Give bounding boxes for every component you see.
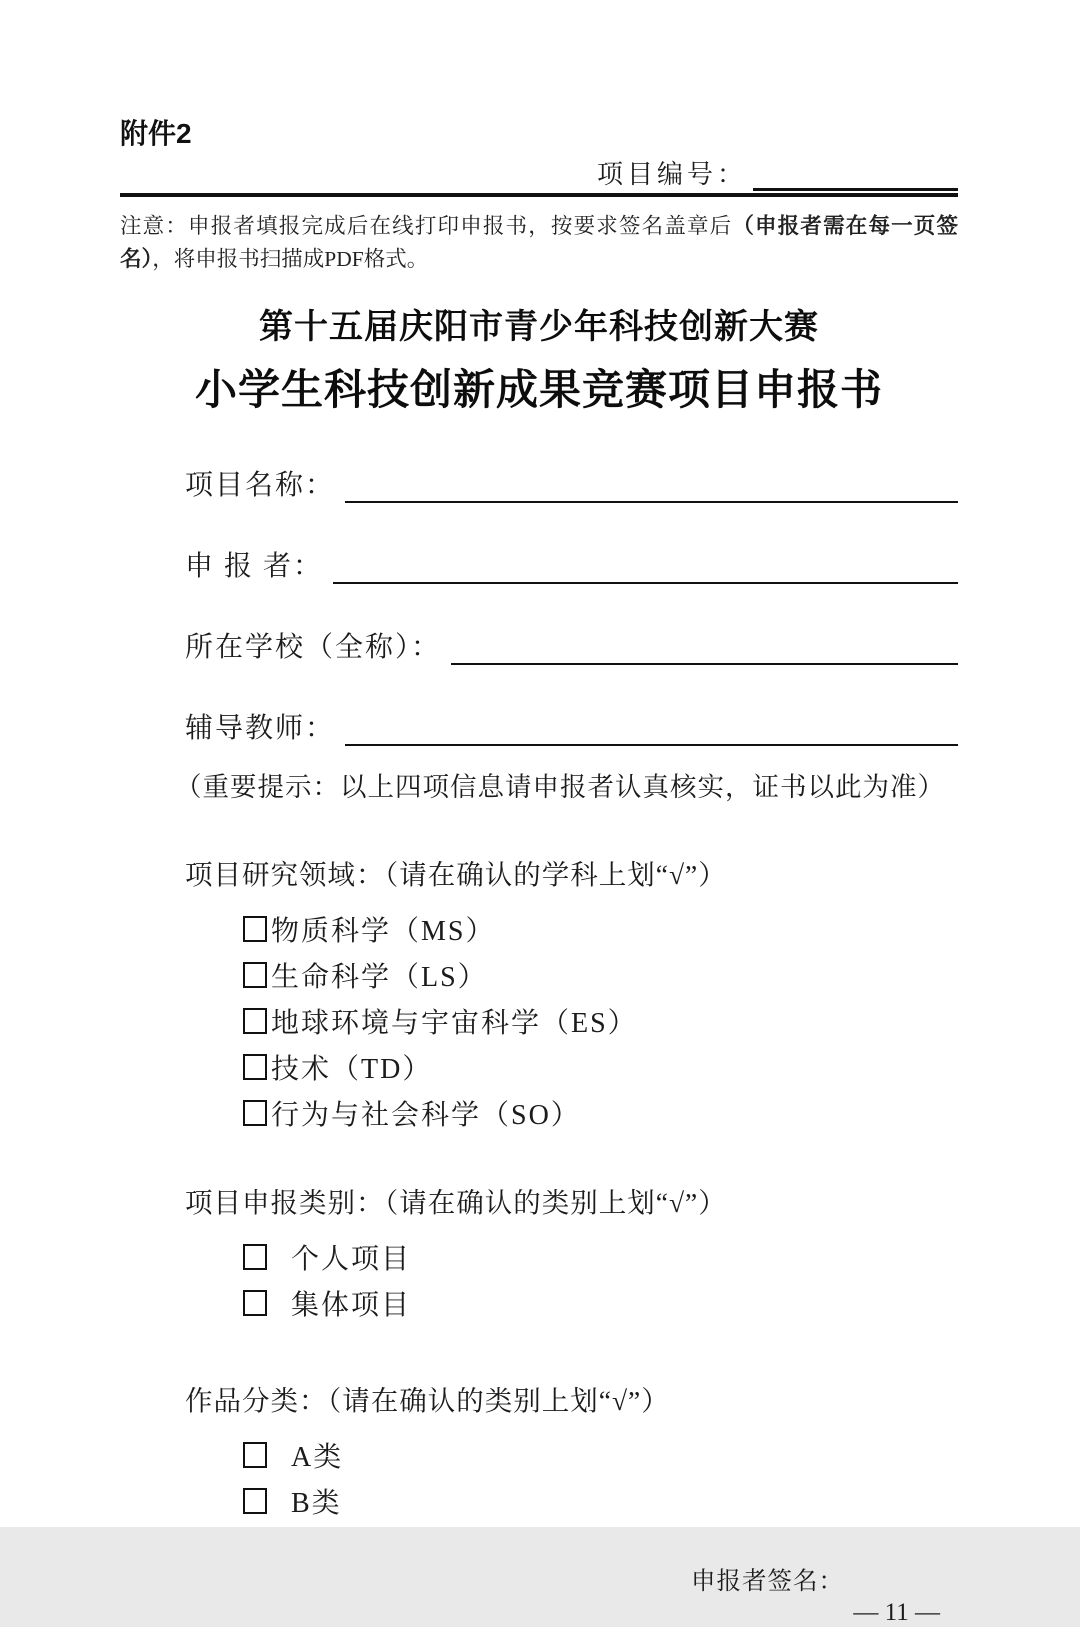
research-field-options — [243, 914, 958, 1132]
signature-row — [120, 1562, 958, 1597]
option-behavioral-social-science — [243, 1098, 958, 1132]
project-number-row — [120, 154, 958, 191]
advisor-input-line[interactable] — [345, 712, 958, 746]
notice-prefix: 注意：申报者填报完成后在线打印申报书，按要求签名盖章后 — [120, 214, 733, 238]
option-life-science — [243, 960, 958, 994]
application-category-options — [243, 1242, 958, 1322]
important-note: （重要提示：以上四项信息请申报者认真核实，证书以此为准） — [175, 772, 945, 803]
option-label: 技术（TD） — [271, 1054, 433, 1086]
section-work-classification — [185, 1378, 958, 1520]
field-school — [185, 625, 958, 665]
field-project-name — [185, 463, 958, 503]
section-application-category — [185, 1180, 958, 1322]
research-field-heading: 项目研究领域：（请在确认的学科上划“√”） — [185, 859, 727, 891]
form-fields — [185, 463, 958, 746]
checkbox-es[interactable] — [243, 1008, 267, 1034]
applicant-label: 申 报 者： — [185, 551, 324, 583]
option-material-science — [243, 914, 958, 948]
section-research-field — [185, 852, 958, 1132]
applicant-input-line[interactable] — [333, 550, 958, 584]
checkbox-ls[interactable] — [243, 962, 267, 988]
notice-bold: （申报者需在每一页签名） — [120, 214, 958, 271]
field-advisor — [185, 706, 958, 746]
competition-title: 第十五届庆阳市青少年科技创新大赛 — [259, 308, 819, 347]
option-label: 个人项目 — [291, 1244, 412, 1276]
option-class-b — [243, 1486, 958, 1520]
project-name-label: 项目名称： — [185, 470, 336, 502]
page-number-row — [120, 1599, 958, 1627]
school-input-line[interactable] — [451, 631, 958, 665]
option-earth-space-science — [243, 1006, 958, 1040]
signature-label: 申报者签名： — [691, 1568, 844, 1596]
option-label: 地球环境与宇宙科学（ES） — [271, 1008, 638, 1040]
form-title: 小学生科技创新成果竞赛项目申报书 — [194, 366, 883, 414]
option-individual-project — [243, 1242, 958, 1276]
school-label: 所在学校（全称）： — [185, 632, 442, 664]
checkbox-individual[interactable] — [243, 1244, 267, 1270]
notice-suffix: ，将申报书扫描成PDF格式。 — [152, 246, 429, 271]
attachment-label: 附件2 — [120, 118, 192, 149]
option-label: A类 — [291, 1442, 344, 1474]
checkbox-class-a[interactable] — [243, 1442, 267, 1468]
work-classification-heading: 作品分类：（请在确认的类别上划“√”） — [185, 1385, 670, 1417]
notice-text — [120, 210, 958, 275]
page-number: — 11 — — [853, 1599, 940, 1627]
checkbox-ms[interactable] — [243, 916, 267, 942]
option-label: 集体项目 — [291, 1290, 412, 1322]
field-applicant — [185, 544, 958, 584]
option-label: 物质科学（MS） — [271, 916, 496, 948]
header-divider — [120, 193, 958, 197]
application-category-heading: 项目申报类别：（请在确认的类别上划“√”） — [185, 1187, 727, 1219]
option-label: B类 — [291, 1488, 342, 1520]
checkbox-team[interactable] — [243, 1290, 267, 1316]
option-technology — [243, 1052, 958, 1086]
project-number-label: 项目编号： — [596, 160, 747, 189]
project-number-input-line[interactable] — [753, 163, 958, 191]
work-classification-options — [243, 1440, 958, 1520]
advisor-label: 辅导教师： — [185, 713, 336, 745]
option-team-project — [243, 1288, 958, 1322]
option-label: 行为与社会科学（SO） — [271, 1100, 581, 1132]
checkbox-class-b[interactable] — [243, 1488, 267, 1514]
option-label: 生命科学（LS） — [271, 962, 488, 994]
checkbox-so[interactable] — [243, 1100, 267, 1126]
checkbox-td[interactable] — [243, 1054, 267, 1080]
project-name-input-line[interactable] — [345, 469, 958, 503]
option-class-a — [243, 1440, 958, 1474]
